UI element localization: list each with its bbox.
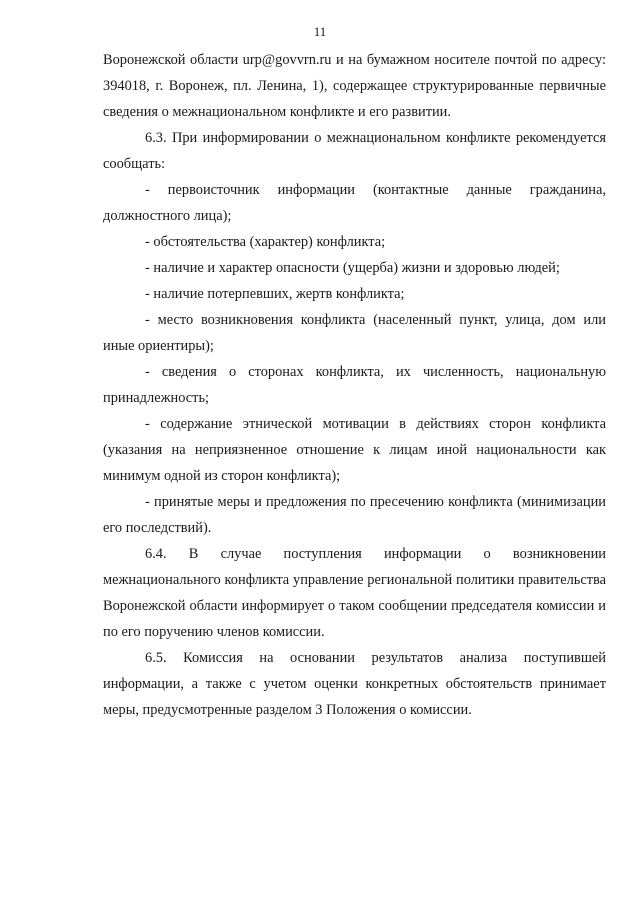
paragraph-6-3: 6.3. При информировании о межнациональном конфликте рекомендуется сообщать: xyxy=(103,130,606,172)
list-item-danger: - наличие и характер опасности (ущерба) жизни и здоровью людей; xyxy=(145,260,560,276)
list-item-parties: - сведения о сторонах конфликта, их численность, национальную принадлежность; xyxy=(103,364,606,406)
paragraph-6-4: 6.4. В случае поступления информации о возникновении межнационального конфликта управление региональной политики правительства Воронежской области информирует о таком сообщении председателя комиссии и по его поручению членов комиссии. xyxy=(103,546,606,640)
list-item-measures: - принятые меры и предложения по пресечению конфликта (минимизации его последствий). xyxy=(103,494,606,536)
document-body xyxy=(103,47,606,723)
list-item-victims: - наличие потерпевших, жертв конфликта; xyxy=(145,286,405,302)
list-item-circumstances: - обстоятельства (характер) конфликта; xyxy=(145,234,386,250)
paragraph-continuation: Воронежской области urp@govvrn.ru и на бумажном носителе почтой по адресу: 394018, г. Воронеж, пл. Ленина, 1), содержащее структурированные первичные сведения о межнациональном конфликте и его развитии. xyxy=(103,52,606,120)
list-item-source: - первоисточник информации (контактные данные гражданина, должностного лица); xyxy=(103,182,606,224)
list-item-location: - место возникновения конфликта (населенный пункт, улица, дом или иные ориентиры); xyxy=(103,312,606,354)
paragraph-6-5: 6.5. Комиссия на основании результатов анализа поступившей информации, а также с учетом оценки конкретных обстоятельств принимает меры, предусмотренные разделом 3 Положения о комиссии. xyxy=(103,650,606,718)
list-item-ethnic-motivation: - содержание этнической мотивации в действиях сторон конфликта (указания на неприязненное отношение к лицам иной национальности как минимум одной из сторон конфликта); xyxy=(103,416,606,484)
page-number: 11 xyxy=(313,24,327,39)
